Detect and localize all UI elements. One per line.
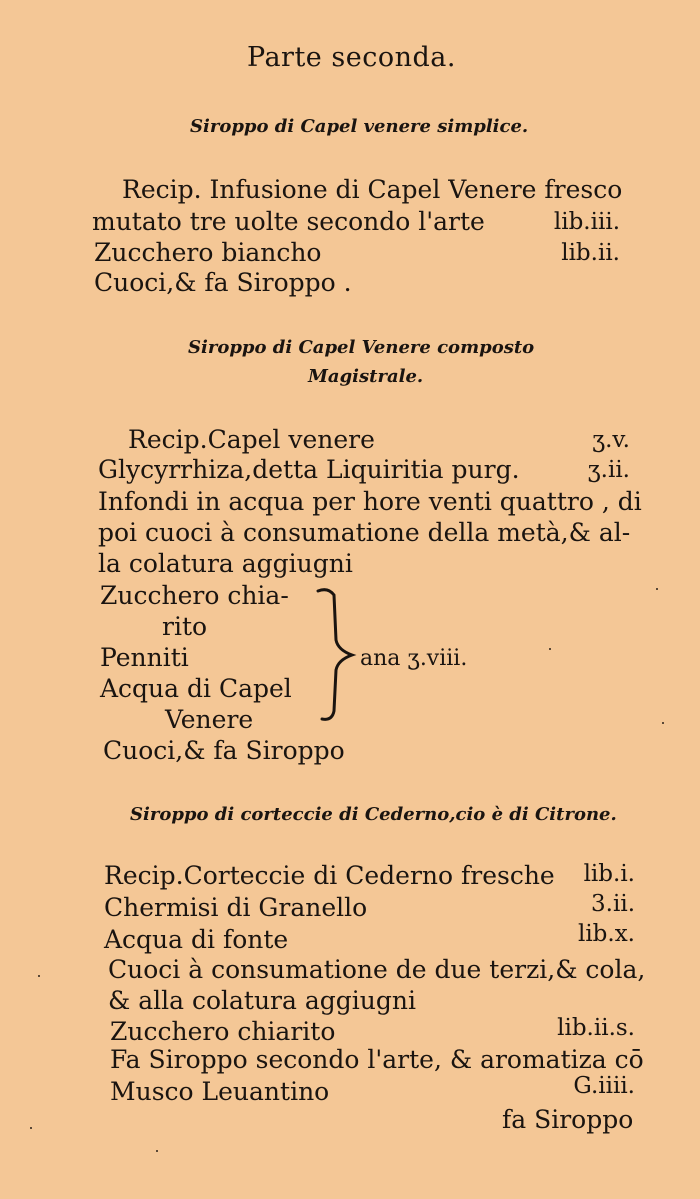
grouped-ingredient: Acqua di Capel bbox=[100, 674, 292, 703]
paper-speck bbox=[662, 722, 664, 724]
paper-speck bbox=[656, 588, 658, 590]
recipe3-line: Musco Leuantino bbox=[110, 1077, 330, 1106]
recipe3-line: Fa Siroppo secondo l'arte, & aromatiza cō bbox=[110, 1045, 644, 1074]
paper-speck bbox=[549, 648, 551, 650]
recipe2-line: Infondi in acqua per hore venti quattro , di bbox=[98, 487, 642, 516]
recipe3-line: Cuoci à consumatione de due terzi,& cola, bbox=[108, 955, 646, 984]
recipe3-closing: fa Siroppo bbox=[502, 1105, 634, 1134]
recipe3-qty: lib.i. bbox=[583, 861, 635, 887]
recipe1-line: Recip. Infusione di Capel Venere fresco bbox=[122, 175, 623, 204]
recipe3-title: Siroppo di corteccie di Cederno,cio è di Citrone. bbox=[130, 804, 617, 825]
recipe1-title: Siroppo di Capel venere simplice. bbox=[190, 116, 529, 137]
recipe2-closing: Cuoci,& fa Siroppo bbox=[103, 736, 345, 765]
recipe3-qty: lib.x. bbox=[577, 921, 635, 947]
curly-brace-icon bbox=[312, 585, 362, 725]
recipe3-line: Chermisi di Granello bbox=[104, 893, 368, 922]
grouped-ingredient: Zucchero chia- bbox=[100, 581, 289, 610]
recipe2-title: Siroppo di Capel Venere composto bbox=[188, 337, 535, 358]
recipe2-line: Recip.Capel venere bbox=[128, 425, 375, 454]
recipe2-title-line2: Magistrale. bbox=[308, 366, 424, 387]
grouped-qty: ana ʒ.viii. bbox=[360, 646, 468, 671]
recipe2-line: Glycyrrhiza,detta Liquiritia purg. bbox=[98, 455, 520, 484]
recipe3-line: Zucchero chiarito bbox=[110, 1017, 336, 1046]
recipe1-qty: lib.iii. bbox=[553, 209, 620, 235]
paper-speck bbox=[38, 975, 40, 977]
grouped-ingredient: rito bbox=[162, 612, 208, 641]
paper-speck bbox=[156, 1150, 158, 1152]
page-header: Parte seconda. bbox=[247, 42, 456, 73]
recipe1-line: Cuoci,& fa Siroppo . bbox=[94, 268, 352, 297]
grouped-ingredient: Penniti bbox=[100, 643, 189, 672]
grouped-ingredient: Venere bbox=[165, 705, 254, 734]
recipe1-line: Zucchero biancho bbox=[94, 238, 322, 267]
recipe2-qty: ʒ.v. bbox=[592, 427, 630, 453]
recipe2-line: poi cuoci à consumatione della metà,& al- bbox=[98, 518, 631, 547]
recipe1-line: mutato tre uolte secondo l'arte bbox=[92, 207, 485, 236]
recipe3-line: Acqua di fonte bbox=[104, 925, 289, 954]
recipe3-qty: lib.ii.s. bbox=[557, 1015, 635, 1041]
recipe3-line: & alla colatura aggiugni bbox=[108, 986, 416, 1015]
recipe1-qty: lib.ii. bbox=[561, 240, 620, 266]
recipe3-qty: 3.ii. bbox=[591, 891, 635, 917]
recipe3-line: Recip.Corteccie di Cederno fresche bbox=[104, 861, 555, 890]
recipe3-qty: G.iiii. bbox=[573, 1073, 635, 1099]
paper-speck bbox=[30, 1127, 32, 1129]
recipe2-qty: ʒ.ii. bbox=[587, 457, 630, 483]
recipe2-line: la colatura aggiugni bbox=[98, 549, 353, 578]
